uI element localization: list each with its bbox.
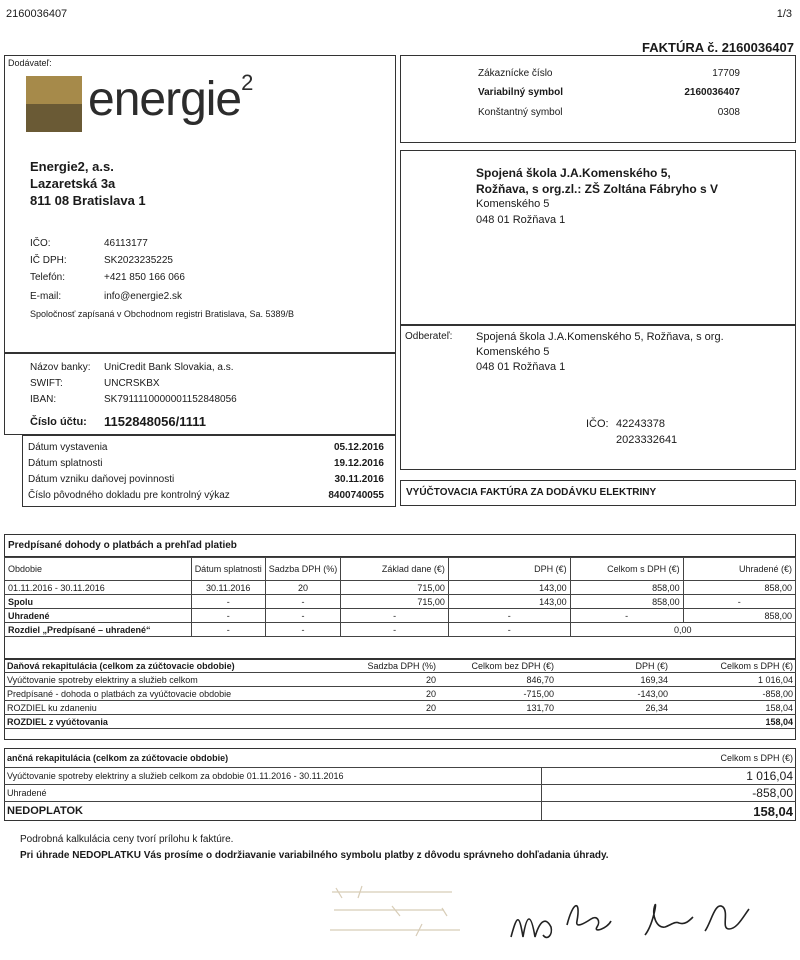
payments-cell: - (448, 623, 570, 637)
tax-recap-cell: Predpísané - dohoda o platbách za vyúčtovacie obdobie (4, 687, 334, 701)
tax-recap-header: Celkom bez DPH (€) (439, 659, 557, 673)
payments-cell: 143,00 (448, 595, 570, 609)
logo-sup: 2 (241, 70, 253, 95)
tax-recap-title: Daňová rekapitulácia (celkom za zúčtovacie obdobie) (4, 659, 334, 673)
variable-symbol: 2160036407 (684, 87, 740, 98)
payments-header: Uhradené (€) (683, 558, 795, 581)
tax-recap-cell: -715,00 (439, 687, 557, 701)
document-id: 2160036407 (6, 8, 68, 20)
final-recap-cell: Vyúčtovanie spotreby elektriny a služieb celkom za obdobie 01.11.2016 - 30.11.2016 (4, 768, 541, 785)
bank-iban: SK7911110000001152848056 (104, 394, 237, 405)
customer-label: Odberateľ: (405, 331, 453, 342)
bank-iban-label: IBAN: (30, 394, 57, 405)
tax-recap-cell: 131,70 (439, 701, 557, 715)
payments-row (5, 581, 796, 595)
payments-cell: - (448, 609, 570, 623)
payments-cell: - (341, 623, 449, 637)
recipient-street: Komenského 5 (476, 198, 550, 210)
final-recap-header: Celkom s DPH (€) (541, 749, 796, 768)
supplier-name: Energie2, a.s. (30, 159, 114, 174)
final-recap-total-label: NEDOPLATOK (4, 802, 541, 821)
note-payment: Pri úhrade NEDOPLATKU Vás prosíme o dodržiavanie variabilného symbolu platby z dôvodu správneho dohľadania úhrady. (20, 850, 609, 861)
final-recap-cell: 1 016,04 (541, 768, 796, 785)
tax-recap-cell: 1 016,04 (671, 673, 796, 687)
supplier-email: info@energie2.sk (104, 291, 182, 302)
customer-ico-label: IČO: (586, 418, 609, 430)
payments-cell: 858,00 (570, 581, 683, 595)
orig-doc-label: Číslo pôvodného dokladu pre kontrolný výkaz (28, 490, 230, 501)
payments-header: Základ dane (€) (341, 558, 449, 581)
payments-cell: Spolu (5, 595, 192, 609)
due-date-label: Dátum splatnosti (28, 458, 103, 469)
tax-recap-row (4, 687, 796, 701)
payments-cell: - (265, 623, 341, 637)
payments-header: Dátum splatnosti (191, 558, 265, 581)
customer-ico: 42243378 (616, 418, 665, 430)
tax-recap-cell: ROZDIEL ku zdaneniu (4, 701, 334, 715)
note-calculation: Podrobná kalkulácia ceny tvorí prílohu k faktúre. (20, 834, 234, 845)
tax-recap-cell: 169,34 (557, 673, 671, 687)
payments-cell: - (191, 595, 265, 609)
supplier-label: Dodávateľ: (8, 58, 52, 68)
tax-recap-cell: 158,04 (671, 701, 796, 715)
payments-header: DPH (€) (448, 558, 570, 581)
payments-total-row (5, 595, 796, 609)
supplier-street: Lazaretská 3a (30, 176, 116, 191)
bank-name-label: Názov banky: (30, 362, 91, 373)
payments-cell: Rozdiel „Predpísané – uhradené“ (5, 623, 192, 637)
supplier-registry: Spoločnosť zapísaná v Obchodnom registri Bratislava, Sa. 5389/B (30, 309, 295, 319)
payments-header-row (5, 558, 796, 581)
payments-cell: 30.11.2016 (191, 581, 265, 595)
logo-text: energie (88, 73, 242, 126)
tax-recap-cell: 26,34 (557, 701, 671, 715)
variable-symbol-label: Variabilný symbol (478, 87, 564, 98)
tax-recap-cell: 846,70 (439, 673, 557, 687)
tax-recap-cell: 20 (334, 701, 439, 715)
bank-name: UniCredit Bank Slovakia, a.s. (104, 362, 234, 373)
payments-cell: 0,00 (570, 623, 795, 637)
bank-swift-label: SWIFT: (30, 378, 63, 389)
tax-recap-header: DPH (€) (557, 659, 671, 673)
payments-cell: - (341, 609, 449, 623)
bank-swift: UNCRSKBX (104, 378, 160, 389)
invoice-title: FAKTÚRA č. 2160036407 (642, 40, 794, 55)
payments-header: Sadzba DPH (%) (265, 558, 341, 581)
payments-cell: 01.11.2016 - 30.11.2016 (5, 581, 192, 595)
tax-date-label: Dátum vzniku daňovej povinnosti (28, 474, 175, 485)
tax-recap-cell: -143,00 (557, 687, 671, 701)
supplier-email-label: E-mail: (30, 291, 62, 302)
payments-cell: - (265, 595, 341, 609)
tax-recap-cell: 20 (334, 687, 439, 701)
logo (26, 72, 276, 132)
customer-dic: 2023332641 (616, 434, 678, 446)
final-recap-header-row (4, 749, 796, 768)
final-recap-cell: -858,00 (541, 785, 796, 802)
final-recap-total: 158,04 (753, 803, 793, 819)
tax-recap-total-row (4, 715, 796, 729)
payments-cell: - (191, 623, 265, 637)
due-date: 19.12.2016 (333, 458, 384, 469)
payments-paid-row (5, 609, 796, 623)
tax-recap-header: Celkom s DPH (€) (671, 659, 796, 673)
invoice-type: VYÚČTOVACIA FAKTÚRA ZA DODÁVKU ELEKTRINY (406, 487, 657, 498)
payments-cell: 858,00 (683, 581, 795, 595)
supplier-ico: 46113177 (104, 238, 148, 249)
final-recap-row (4, 768, 796, 785)
payments-header: Celkom s DPH (€) (570, 558, 683, 581)
final-recap-table (4, 749, 796, 820)
tax-recap-row (4, 701, 796, 715)
payments-cell: - (191, 609, 265, 623)
final-recap-row (4, 785, 796, 802)
school-stamp (322, 880, 482, 950)
customer-number: 17709 (712, 68, 740, 79)
supplier-phone-label: Telefón: (30, 272, 66, 283)
tax-recap-header-row (4, 659, 796, 673)
payments-cell: 715,00 (341, 581, 449, 595)
payments-cell: 143,00 (448, 581, 570, 595)
tax-recap-cell: 20 (334, 673, 439, 687)
customer-name: Spojená škola J.A.Komenského 5, Rožňava, s org. (476, 331, 724, 343)
page-number: 1/3 (776, 8, 792, 20)
customer-number-label: Zákaznícke číslo (478, 68, 553, 79)
supplier-city: 811 08 Bratislava 1 (30, 193, 146, 208)
tax-recap-cell: Vyúčtovanie spotreby elektriny a služieb celkom (4, 673, 334, 687)
recipient-line2: Rožňava, s org.zl.: ZŠ Zoltána Fábryho s V (476, 182, 719, 196)
logo-square-shade-icon (26, 104, 82, 132)
tax-recap-table (4, 659, 796, 729)
payments-cell: - (683, 595, 795, 609)
orig-doc: 8400740055 (328, 490, 384, 501)
final-recap-cell: Uhradené (4, 785, 541, 802)
payments-cell: 858,00 (570, 595, 683, 609)
issue-date: 05.12.2016 (333, 442, 384, 453)
recipient-line1: Spojená škola J.A.Komenského 5, (476, 166, 671, 180)
constant-symbol-label: Konštantný symbol (478, 107, 563, 118)
supplier-phone: +421 850 166 066 (104, 272, 185, 283)
supplier-icdph-label: IČ DPH: (30, 255, 67, 266)
customer-city: 048 01 Rožňava 1 (476, 361, 566, 373)
tax-recap-total-label: ROZDIEL z vyúčtovania (4, 715, 671, 729)
payments-cell: 20 (265, 581, 341, 595)
tax-recap-total: 158,04 (671, 715, 796, 729)
tax-recap-cell: -858,00 (671, 687, 796, 701)
payments-cell: - (265, 609, 341, 623)
constant-symbol: 0308 (717, 107, 740, 118)
tax-date: 30.11.2016 (334, 474, 384, 485)
issue-date-label: Dátum vystavenia (28, 442, 108, 453)
payments-table (4, 557, 796, 637)
supplier-icdph: SK2023235225 (104, 255, 173, 266)
payments-header: Obdobie (5, 558, 192, 581)
payments-cell: 858,00 (683, 609, 795, 623)
final-recap-title: ančná rekapitulácia (celkom za zúčtovacie obdobie) (4, 749, 541, 768)
customer-box (400, 325, 796, 470)
final-recap-total-row (4, 802, 796, 821)
signature (505, 885, 765, 955)
tax-recap-row (4, 673, 796, 687)
bank-account-label: Číslo účtu: (30, 416, 87, 428)
bank-account: 1152848056/1111 (104, 414, 206, 429)
recipient-city: 048 01 Rožňava 1 (476, 214, 566, 226)
payments-diff-row (5, 623, 796, 637)
payments-cell: - (570, 609, 683, 623)
customer-street: Komenského 5 (476, 346, 550, 358)
supplier-ico-label: IČO: (30, 238, 51, 249)
payments-title: Predpísané dohody o platbách a prehľad platieb (8, 540, 237, 551)
payments-cell: 715,00 (341, 595, 449, 609)
tax-recap-header: Sadzba DPH (%) (334, 659, 439, 673)
payments-cell: Uhradené (5, 609, 192, 623)
